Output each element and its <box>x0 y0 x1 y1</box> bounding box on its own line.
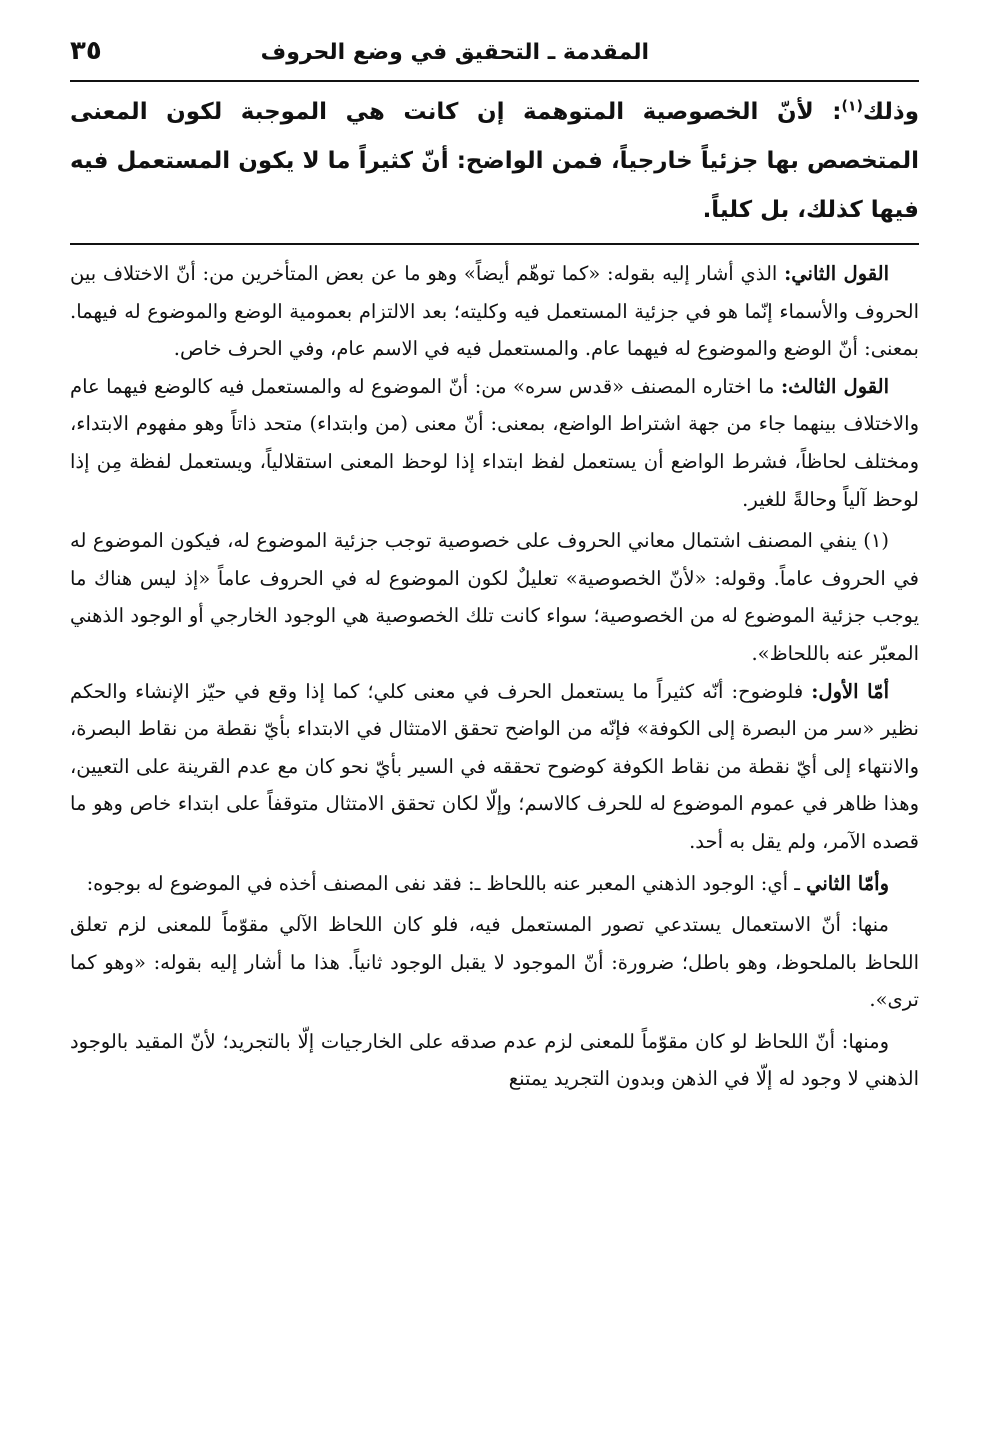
footnote-reference: (١) <box>841 98 863 115</box>
paragraph-heading: أمّا الأول: <box>811 679 889 703</box>
commentary-paragraph-second <box>70 865 919 903</box>
commentary-paragraph-reason-1 <box>70 906 919 1019</box>
paragraph-heading: القول الثالث: <box>780 374 889 398</box>
paragraph-text: ومنها: أنّ اللحاظ لو كان مقوّماً للمعنى لزم عدم صدقه على الخارجيات إلّا بالتجريد؛ لأنّ المقيد بالوجود الذهني لا وجود له إلّا في الذهن وبدون التجريد يمتنع <box>70 1029 919 1091</box>
paragraph-text: فلوضوح: أنّه كثيراً ما يستعمل الحرف في معنى كلي؛ كما إذا وقع في حيّز الإنشاء والحكم نظير «سر من البصرة إلى الكوفة» فإنّه من الواضح تحقق الامتثال في الابتداء بأيّ نقطة من نقاط البصرة، والانتهاء إلى أيّ نقطة من نقاط الكوفة كوضوح تحققه في السير بأيّ نحو كان مع عدم القرينة على التعيين، وهذا ظاهر في عموم الموضوع له للحرف كالاسم؛ وإلّا لكان تحقق الامتثال متوقفاً على ابتداء خاص وهو ما قصده الآمر، ولم يقل به أحد. <box>70 679 919 853</box>
commentary-paragraph-second-opinion <box>70 255 919 368</box>
paragraph-heading: وأمّا الثاني <box>806 871 889 895</box>
commentary-paragraph-first <box>70 673 919 861</box>
page-header <box>70 36 919 82</box>
commentary-footnote-1 <box>70 522 919 672</box>
main-text-body: : لأنّ الخصوصية المتوهمة إن كانت هي الموجبة لكون المعنى المتخصص بها جزئياً خارجياً، فمن الواضح: أنّ كثيراً ما لا يكون المستعمل فيه فيها كذلك، بل كلياً. <box>70 99 919 223</box>
running-title: المقدمة ـ التحقيق في وضع الحروف <box>260 40 649 65</box>
paragraph-text: ما اختاره المصنف «قدس سره» من: أنّ الموضوع له والمستعمل فيه كالوضع فيهما عام والاختلاف بينهما جاء من جهة اشتراط الواضع، بمعنى: أنّ معنى (من وابتداء) متحد ذاتاً وهو مفهوم الابتداء، ومختلف لحاظاً، فشرط الواضع أن يستعمل لفظ ابتداء إذا لوحظ المعنى استقلالياً، ويستعمل لفظة مِن إذا لوحظ آلياً وحالةً للغير. <box>70 374 919 511</box>
commentary-paragraph-reason-2 <box>70 1023 919 1098</box>
paragraph-text: (١) ينفي المصنف اشتمال معاني الحروف على خصوصية توجب جزئية الموضوع له، فيكون الموضوع له في الحروف عاماً. وقوله: «لأنّ الخصوصية» تعليلٌ لكون الموضوع له في الحروف عاماً «إذ ليس هناك ما يوجب جزئية الموضوع له من الخصوصية؛ سواء كانت تلك الخصوصية هي الوجود الخارجي أو الوجود الذهني المعبّر عنه باللحاظ». <box>70 529 919 665</box>
commentary-section <box>70 245 919 1098</box>
main-text-block <box>70 82 919 245</box>
commentary-paragraph-third-opinion <box>70 368 919 518</box>
paragraph-heading: القول الثاني: <box>784 262 889 285</box>
page-number: ٣٥ <box>70 36 102 66</box>
paragraph-text: ـ أي: الوجود الذهني المعبر عنه باللحاظ ـ: فقد نفى المصنف أخذه في الموضوع له بوجوه: <box>86 871 807 895</box>
paragraph-text: منها: أنّ الاستعمال يستدعي تصور المستعمل فيه، فلو كان اللحاظ الآلي مقوّماً للمعنى لزم تعلق اللحاظ بالملحوظ، وهو باطل؛ ضرورة: أنّ الموجود لا يقبل الوجود ثانياً. هذا ما أشار إليه بقوله: «وهو كما ترى». <box>70 913 919 1012</box>
main-text-start: وذلك <box>862 99 919 125</box>
paragraph-text: الذي أشار إليه بقوله: «كما توهّم أيضاً» وهو ما عن بعض المتأخرين من: أنّ الاختلاف بين الحروف والأسماء إنّما هو في جزئية المستعمل فيه وكليته؛ بعد الالتزام بعمومية الوضع والموضوع له فيهما. بمعنى: أنّ الوضع والموضوع له فيهما عام. والمستعمل فيه في الاسم عام، وفي الحرف خاص. <box>70 262 919 361</box>
